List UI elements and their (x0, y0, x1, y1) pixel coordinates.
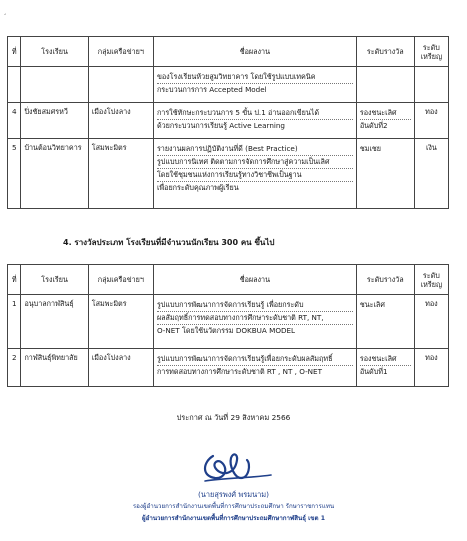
signature-image (195, 448, 275, 486)
level-line: อันดับที่1 (359, 367, 388, 376)
header-school: โรงเรียน (21, 37, 88, 67)
cell-school (21, 67, 88, 103)
signer-position-line1: รองผู้อำนวยการสำนักงานเขตพื้นที่การศึกษาประถมศึกษา รักษาราชการแทน (132, 503, 335, 510)
work-line: รูปแบบการนิเทศ ติดตามการจัดการศึกษาสู่ความเป็นเลิศ (157, 156, 353, 169)
cell-work (153, 139, 356, 209)
table-row (8, 295, 449, 349)
header-prize-line2: เหรียญ (420, 279, 443, 289)
work-line: ของโรงเรียนห้วยสูมวิทยาคาร โดยใช้รูปแบบเทคนิค (157, 71, 353, 84)
cell-level (356, 295, 414, 349)
work-line: ผลสัมฤทธิ์การทดสอบทางการศึกษาระดับชาติ RT, NT, (157, 312, 353, 325)
cell-network: เมืองโปงลาง (88, 349, 153, 387)
table-header-row (8, 265, 449, 295)
table-row-continuation (8, 67, 449, 103)
work-line: O-NET โดยใช้นวัตกรรม DOKBUA MODEL (156, 326, 296, 335)
header-prize-line1: ระดับ (422, 270, 440, 280)
level-line: รองชนะเลิศ (360, 107, 411, 120)
cell-school: กาฬสินธุ์พิทยาสัย (21, 349, 88, 387)
level-line: ชมเชย (359, 144, 381, 153)
cell-work (153, 103, 356, 139)
cell-no: 4 (8, 103, 21, 139)
work-line: การใช้ทักษะกระบวนการ 5 ขั้น ป.1 อ่านออกเขียนได้ (157, 107, 353, 120)
work-line: ด้วยกระบวนการเรียนรู้ Active Learning (156, 121, 285, 130)
cell-network: โสมพะมิตร (88, 139, 153, 209)
work-line: เพื่อยกระดับคุณภาพผู้เรียน (156, 183, 239, 192)
header-work: ชื่อผลงาน (153, 265, 356, 295)
awards-table-2 (7, 264, 449, 387)
cell-no: 1 (8, 295, 21, 349)
cell-level (356, 67, 414, 103)
header-work: ชื่อผลงาน (153, 37, 356, 67)
cell-school: บ้านต้อนวิทยาคาร (21, 139, 88, 209)
header-prize-line2: เหรียญ (420, 51, 443, 61)
header-network: กลุ่มเครือข่ายฯ (88, 265, 153, 295)
announcement-date: ประกาศ ณ วันที่ 29 สิงหาคม 2566 (176, 413, 291, 422)
cell-level (356, 139, 414, 209)
cell-network (88, 67, 153, 103)
section-title: 4. รางวัลประเภท โรงเรียนที่มีจำนวนนักเรียน 300 คน ขึ้นไป (63, 238, 275, 247)
work-line: รูปแบบการพัฒนาการจัดการเรียนรู้เพื่อยกระดับผลสัมฤทธิ์ (157, 353, 353, 366)
work-line: รูปแบบการพัฒนาการจัดการเรียนรู้ เพื่อยกระดับ (157, 299, 353, 312)
header-prize-line1: ระดับ (422, 42, 440, 52)
cell-prize (414, 67, 448, 103)
cell-school: อนุบาลกาฬสินธุ์ (21, 295, 88, 349)
cell-work (153, 295, 356, 349)
level-line: อันดับที่2 (359, 121, 388, 130)
cell-work (153, 67, 356, 103)
header-school: โรงเรียน (21, 265, 88, 295)
work-line: การทดสอบทางการศึกษาระดับชาติ RT , NT , O-NET (156, 367, 322, 376)
signer-position-line2: ผู้อำนวยการสำนักงานเขตพื้นที่การศึกษาประถมศึกษากาฬสินธุ์ เขต 1 (142, 515, 325, 522)
signer-name: (นายสุรพงศ์ พรมนาม) (197, 490, 270, 499)
corner-mark: ، (4, 10, 6, 17)
cell-level (356, 349, 414, 387)
header-level: ระดับรางวัล (356, 265, 414, 295)
work-line: โดยใช้ชุมชนแห่งการเรียนรู้ทางวิชาชีพเป็นฐาน (157, 169, 353, 182)
level-line: ชนะเลิศ (359, 300, 385, 309)
header-level: ระดับรางวัล (356, 37, 414, 67)
header-prize (414, 265, 448, 295)
cell-school: ปิ่งชัยสมศรหวี (21, 103, 88, 139)
cell-network: โสมพะมิตร (88, 295, 153, 349)
cell-work (153, 349, 356, 387)
table-header-row (8, 37, 449, 67)
header-no: ที่ (8, 265, 21, 295)
awards-table-1 (7, 36, 449, 209)
cell-prize: ทอง (414, 103, 448, 139)
cell-prize: เงิน (414, 139, 448, 209)
cell-prize: ทอง (414, 295, 448, 349)
work-line: รายงานผลการปฏิบัติงานที่ดี (Best Practice) (157, 143, 353, 156)
table-row (8, 349, 449, 387)
cell-prize: ทอง (414, 349, 448, 387)
header-prize (414, 37, 448, 67)
cell-level (356, 103, 414, 139)
level-line: รองชนะเลิศ (360, 353, 411, 366)
header-network: กลุ่มเครือข่ายฯ (88, 37, 153, 67)
cell-no (8, 67, 21, 103)
cell-no: 5 (8, 139, 21, 209)
cell-network: เมืองโปงลาง (88, 103, 153, 139)
header-no: ที่ (8, 37, 21, 67)
table-row (8, 103, 449, 139)
work-line: กระบวนการการ Accepted Model (156, 85, 267, 94)
cell-no: 2 (8, 349, 21, 387)
table-row (8, 139, 449, 209)
